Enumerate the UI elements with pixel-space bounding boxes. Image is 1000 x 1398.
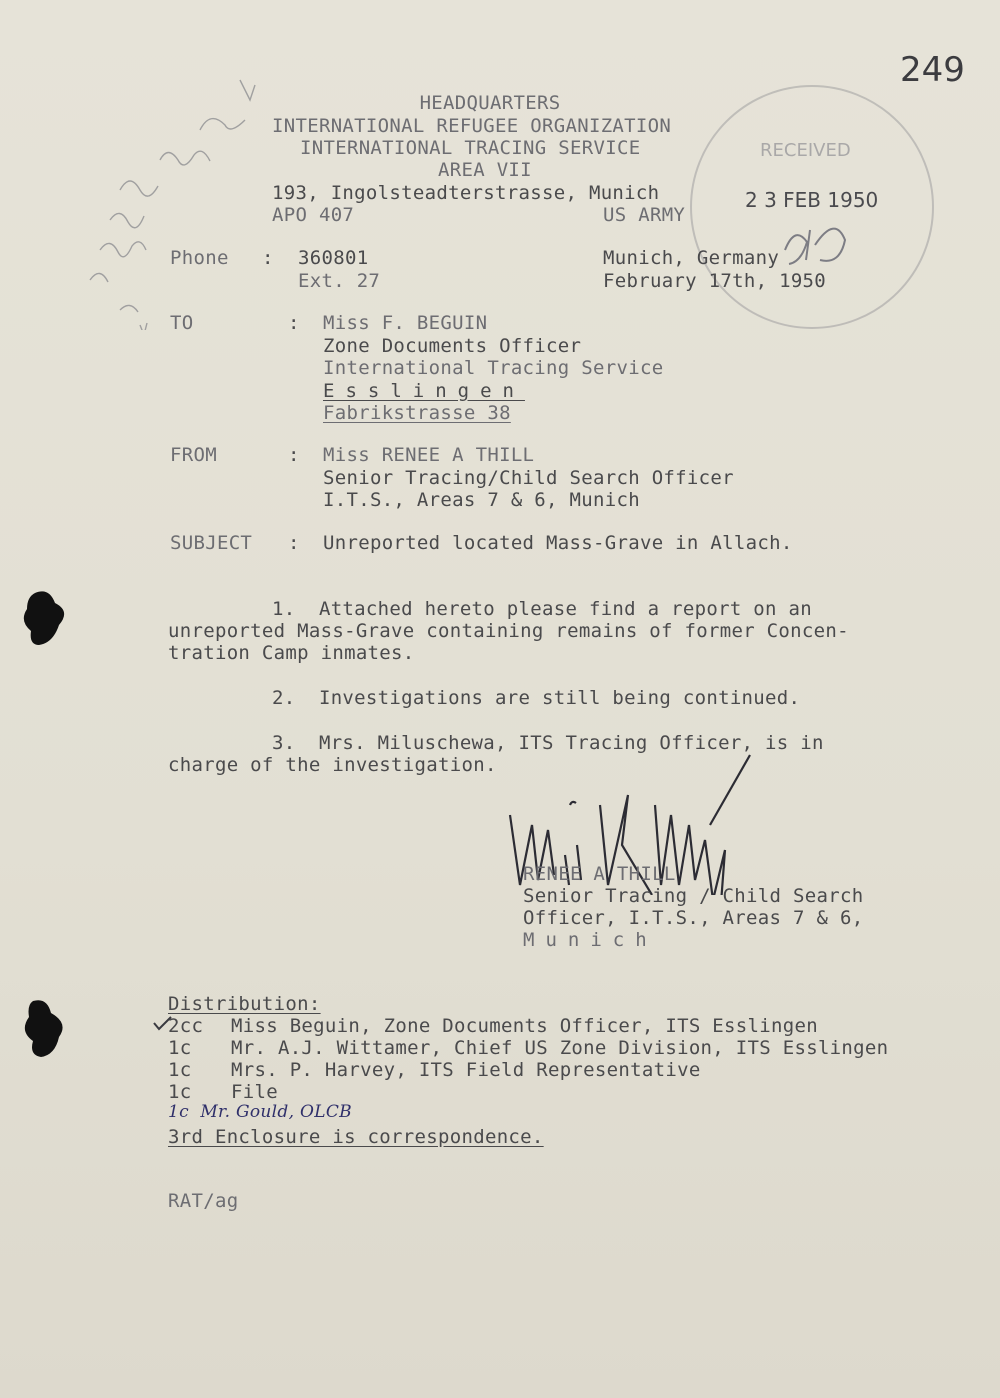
to-line4: Esslingen xyxy=(323,380,525,402)
subject-text: Unreported located Mass-Grave in Allach. xyxy=(323,532,793,554)
from-label: FROM xyxy=(170,444,217,466)
stamp-text: RECEIVED xyxy=(760,140,851,161)
signer-line3: Munich xyxy=(523,929,658,951)
stamp-handwriting xyxy=(780,215,860,275)
phone-number: 360801 xyxy=(298,247,369,269)
to-line1: Miss F. BEGUIN xyxy=(323,312,488,334)
from-line1: Miss RENEE A THILL xyxy=(323,444,535,466)
dist-text-3: Mrs. P. Harvey, ITS Field Representative xyxy=(231,1059,701,1081)
page-number: 249 xyxy=(900,50,965,90)
dist-qty-2: 1c xyxy=(168,1037,192,1059)
signer-line2: Officer, I.T.S., Areas 7 & 6, xyxy=(523,907,864,929)
letter-date: February 17th, 1950 xyxy=(603,270,827,292)
header-line3: INTERNATIONAL TRACING SERVICE xyxy=(300,137,641,159)
signer-name: RENEE A THILL xyxy=(523,863,676,885)
header-line1: HEADQUARTERS xyxy=(419,92,561,114)
dist-qty-4: 1c xyxy=(168,1081,192,1103)
header-address: 193, Ingolsteadterstrasse, Munich xyxy=(272,182,660,204)
from-line3: I.T.S., Areas 7 & 6, Munich xyxy=(323,489,640,511)
to-line2: Zone Documents Officer xyxy=(323,335,582,357)
enclosure-note: 3rd Enclosure is correspondence. xyxy=(168,1126,544,1148)
dist-handwritten: 1c Mr. Gould, OLCB xyxy=(168,1102,352,1122)
subject-label: SUBJECT xyxy=(170,532,253,554)
body-p3-line1: 3. Mrs. Miluschewa, ITS Tracing Officer, is in xyxy=(272,732,824,754)
header-line4: AREA VII xyxy=(438,159,532,181)
dist-qty-3: 1c xyxy=(168,1059,192,1081)
header-line2: INTERNATIONAL REFUGEE ORGANIZATION xyxy=(272,115,672,137)
body-p1-line3: tration Camp inmates. xyxy=(168,642,415,664)
dist-qty-1: 2cc xyxy=(168,1015,204,1037)
body-p2: 2. Investigations are still being continued. xyxy=(272,687,801,709)
header-us-army: US ARMY xyxy=(603,204,686,226)
stamp-date: 2 3 FEB 1950 xyxy=(745,188,879,212)
from-line2: Senior Tracing/Child Search Officer xyxy=(323,467,734,489)
body-p1-line1: 1. Attached hereto please find a report on an xyxy=(272,598,812,620)
header-apo: APO 407 xyxy=(272,204,355,226)
subject-colon: : xyxy=(288,532,300,554)
phone-colon: : xyxy=(262,247,274,269)
initials: RAT/ag xyxy=(168,1190,239,1212)
to-line5: Fabrikstrasse 38 xyxy=(323,402,511,424)
handwritten-marks xyxy=(80,70,280,330)
place: Munich, Germany xyxy=(603,247,780,269)
dist-text-1: Miss Beguin, Zone Documents Officer, ITS Esslingen xyxy=(231,1015,818,1037)
body-p3-line2: charge of the investigation. xyxy=(168,754,497,776)
body-p1-line2: unreported Mass-Grave containing remains of former Concen- xyxy=(168,620,849,642)
punch-hole xyxy=(15,585,75,655)
signer-line1: Senior Tracing / Child Search xyxy=(523,885,864,907)
dist-text-2: Mr. A.J. Wittamer, Chief US Zone Division, ITS Esslingen xyxy=(231,1037,889,1059)
from-colon: : xyxy=(288,444,300,466)
phone-ext: Ext. 27 xyxy=(298,270,381,292)
distribution-title: Distribution: xyxy=(168,993,321,1015)
to-line3: International Tracing Service xyxy=(323,357,664,379)
phone-label: Phone xyxy=(170,247,229,269)
to-label: TO xyxy=(170,312,194,334)
dist-text-4: File xyxy=(231,1081,278,1103)
punch-hole xyxy=(15,995,75,1065)
to-colon: : xyxy=(288,312,300,334)
